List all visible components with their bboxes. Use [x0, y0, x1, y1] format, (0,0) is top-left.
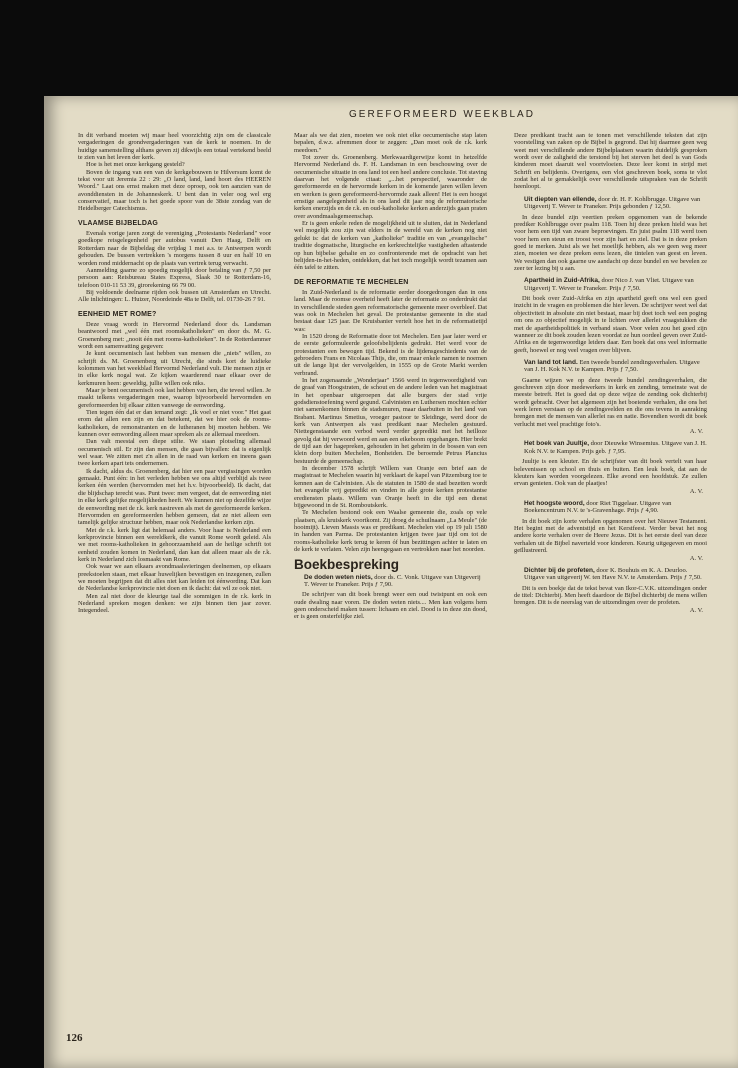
book-title: Het boek van Juultje,	[524, 440, 590, 448]
section-heading: VLAAMSE BIJBELDAG	[78, 219, 159, 227]
paragraph: Ook waar we aan elkaars avondmaalsvieringen deelnemen, op elkaars preekstoelen staan, met elkaar huwelijken bevestigen en inzegenen, zullen we moeten begrijpen dat dit alles niet kan leiden tot éénwording. Dat kan de Nederlandse kerkprovincie niet doen en ik dacht: dat wil ze ook niet.	[78, 563, 271, 593]
paragraph: In dit boek zijn korte verhalen opgenomen over het Nieuwe Testament. Het begint met de adventstijd en het Kerstfeest. Verder bevat het nog andere korte verhalen over de Heere Jezus. Dit is het eerste deel van deze verhalen uit de Bijbel naverteld voor kinderen. Keurig uitgegeven en mooi geïllustreerd.	[514, 517, 707, 555]
book-title: Uit diepten van ellende,	[524, 195, 597, 203]
magazine-page	[44, 96, 738, 1068]
book-details: Een tweede bundel zendingsverhalen. Uitgave van J. H. Kok N.V. te Kampen. Prijs ƒ 7,50.	[524, 358, 700, 374]
paragraph: Maar als we dat zien, moeten we ook niet elke oecumenische stap laten bepalen, d.w.z. afremmen door te zeggen: „Dan moet ook de r.k. kerk meedoen."	[294, 132, 487, 154]
paragraph: In december 1578 schrijft Willem van Oranje een brief aan de magistraat te Mechelen waarin hij verklaart de kapel van Pitzemburg toe te kennen aan de Calvinisten. Als de statuten in 1580 de stad bezetten wordt het evangelie vrij gepredikt en vinden in alle grote kerken protestantse erediensten plaats. Willem van Oranje heeft in die tijd een dienst bijgewoond in de St. Romboutskerk.	[294, 465, 487, 509]
paragraph: Je kunt oecumenisch last hebben van mensen die „niets" willen, zo schrijft ds. M. Groenenberg uit Utrecht, die sinds kort de luidieke kolommen van het weekblad Hervormd Nederland vult. Die mensen zijn er in elke kerk nogal wat. Ze kijken waarderend naar elkaar over de kerkmuren heen: geweldig, jullie willen ook niks.	[78, 350, 271, 387]
book-review-entry	[524, 359, 707, 374]
paragraph: Hoe is het met onze kerkgang gesteld?	[86, 161, 185, 169]
book-review-heading: Boekbespreking	[294, 557, 400, 573]
column-right	[514, 132, 707, 992]
book-review-entry	[524, 440, 707, 455]
paragraph: Dit is een boekje dat de tekst bevat van Ikor-C.V.K. uitzendingen onder de titel: Dichterbij. Men heeft daardoor de Bijbel dichterbij de mens willen brengen. Dit is de neerslag van de uitzendingen over de profeten.	[514, 584, 707, 607]
paragraph: Gaarne wijzen we op deze tweede bundel zendingsverhalen, die geschreven zijn door medewerkers in kerk en zending, temeinste wat de meeste betreft. Het is goed dat op deze wijze de zending ook dichterbij wordt gebracht. Over het algemeen zijn het boeiende verhalen, die ons het werk leren verstaan op de zendingsvelden en die ons tevens in aanraking brengen met de mensen van allerlei ras en natie. Bovendien wordt dit boek verlucht met veel prachtige foto's.	[514, 376, 707, 428]
book-details: door Nico J. van Vliet. Uitgave van Uitgeverij T. Wever te Franeker. Prijs ƒ 7,50.	[524, 277, 694, 292]
paragraph: In deze bundel zijn veertien preken opgenomen van de bekende prediker Kohlbrugge over psalm 118. Toen hij deze preken hield was het voor hem een tijd van zware beproevingen. En juist psalm 118 werd toen voor hem een steun en troost voor zijn hart en ziel. Dat is in deze preken goed te merken. Juist als we het moeilijk hebben, als we geen weg meer zien, moeten we deze preken eens lezen, die tintelen van geest en leven. We vestigen dan ook gaarne uw aandacht op deze bundel en we bevelen ze zeer ter lezing bij u aan.	[514, 213, 707, 272]
book-title: Het hoogste woord,	[524, 499, 585, 507]
book-review-entry	[524, 500, 707, 515]
book-details: door Dieuwke Winsemius. Uitgave van J. H. Kok N.V. te Kampen. Prijs geb. ƒ 7,95.	[524, 440, 707, 455]
paragraph: Te Mechelen bestond ook een Waalse gemeente die, zoals op vele plaatsen, als kruiskerk voortkomt. Zij droeg de schuilnaam „La Meule" (de hooimijt). Lieven Massis was er predikant. Mechelen viel op 19 juli 1580 in handen van Parma. De protestanten krijgen twee jaar tijd om tot de rooms-katholieke kerk terug te keren óf hun bezittingen achter te laten en de kerk te verlaten. Velen zijn heengegaan en vertrokken naar het noorden.	[294, 509, 487, 553]
page-header: GEREFORMEERD WEEKBLAD	[349, 109, 535, 120]
book-details: door K. Bouhuis en K. A. Deurloo. Uitgave van uitgeverij W. ten Have N.V. te Amsterdam. Prijs ƒ 7,50.	[524, 566, 702, 582]
paragraph: In 1520 drong de Reformatie door tot Mechelen. Een jaar later werd er de eerste geformuleerde geloofsbelijdenis gedrukt. Het werd voor de protestanten een bewogen tijd. Bekend is de lijdensgeschiedenis van de gebroeders Frans en Nicolaas Thijs, die, om maar enkele namen te noemen uit de lange lijst der vervolgelden, in 1555 op de Grote Markt werden verbrand.	[294, 332, 487, 377]
paragraph: Maar je bent oecumenisch ook last hebben van hen, die teveel willen. Je maakt telkens vergaderingen mee, waarop bijvoorbeeld hervormden en gereformeerden bij elkaar zitten vanwege de eenwording.	[78, 387, 271, 409]
reviewer-initials: A. V.	[689, 606, 703, 614]
paragraph: Ik dacht, aldus ds. Groenenberg, dat hier een paar vergissingen worden gemaakt. Punt één: in het verleden hebben we ons altijd verblijd als twee kerken één werden (hervormden met het h.v. bijvoorbeeld). Ik dacht, dat die blijdschap terecht was. Punt twee: men vergeet, dat de eenwording niet in elke kerk gelijke mogelijkheden heeft. We kunnen niet op dezelfde wijze de eenwording met de r.k. kerk nastreven als met de gereformeerde kerken. Hervormden en gereformeerden hebben gemeen, dat ze niet alleen een tamelijk gelijke structuur hebben, maar ook Nederlandse kerken zijn.	[78, 467, 271, 527]
book-title: Dichter bij de profeten,	[524, 566, 595, 574]
paragraph: Deze vraag wordt in Hervormd Nederland door ds. Landsman beantwoord met „wel één met roomskatholieken" en door ds. M. G. Groenenberg met: „nooit één met rooms-katholieken". In de Rotterdammer wordt een samenvatting gegeven:	[78, 320, 271, 350]
book-review-entry	[304, 574, 487, 589]
page-number: 126	[66, 1032, 83, 1044]
book-review-entry	[524, 277, 707, 292]
paragraph: Er is geen enkele reden de mogelijkheid uit te sluiten, dat in Nederland wel mogelijk zou zijn wat elders in de wereld van de kerken nog niet gelukt is: dat de kerken van „katholieke" traditie en van „evangelische" traditie dogmatische, liturgische en kerkrechtelijke vastigheden aftastende op hun bijbelse gehalte en zo confronterende met de opdracht van het belijden-in-het-heden, ontdekken, dat het toch mogelijk wordt tezamen aan één tafel te zitten.	[294, 220, 487, 272]
reviewer-initials: A. V.	[689, 428, 703, 436]
paragraph: Boven de ingang van een van de kerkgebouwen te Hilversum komt de tekst voor uit Jeremia 22 : 29: „O land, land, land hoort des HEEREN Woord." Laat ons ernst maken met deze oproep, ook ten aanzien van de avonddiensten in de Johanneskerk. U bent dan in veler oog wel erg conservatief, maar toch is het goede spoor van de 38ste zondag van de Heidelberger Catechismus.	[78, 168, 271, 213]
column-left	[78, 132, 271, 1022]
paragraph: Bij voldoende deelname rijden ook bussen uit Amsterdam en Utrecht. Alle inlichtingen: L. Huizer, Noordeinde 48a te Delft, tel. 01730-26 7 91.	[78, 288, 271, 304]
paragraph: Dan valt meestal een diepe stilte. We staan plotseling allemaal oecumenisch stil. Er zijn dan mensen, die gaan bijvallen: dat is eigenlijk wel waar. We zitten met z'n allen in de raad van kerken en ineens gaan twee kerken apart tets ondernemen.	[78, 438, 271, 468]
book-title: De doden weten niets,	[304, 573, 373, 581]
book-details: door dr. H. F. Kohlbrugge. Uitgave van Uitgeverij T. Wever te Franeker. Prijs gebonden ƒ 12,50.	[524, 195, 701, 211]
reviewer-initials: A. V.	[689, 554, 703, 562]
book-review-entry	[524, 567, 707, 582]
paragraph: Evenals vorige jaren zorgt de vereniging „Protestants Nederland" voor goedkope reisgelegenheid per autobus vanuit Den Haag, Delft en Rotterdam naar de Bijbeldag die vrijdag 1 mei a.s. te Antwerpen wordt gehouden. De bussen vertrekken 's morgens tussen 8 uur en half 10 en worden rond middernacht op de plaats van vertrek terug verwacht.	[78, 230, 271, 267]
paragraph: In het zogenaamde „Wonderjaar" 1566 werd in tegenwoordigheid van de graaf van Hoogstraten, de schout en de andere leden van het magistraat in het openbaar uitgeroepen dat alle burgers der stad vrije godsdienstoefening werd gegund. Calvinisten en Luthersen mochten echter niet samenkomen binnen de stadsmuren, maar daarbuiten in het land van Brabant. Martinus Smetius, vroeger pastoor te Sleidinge, werd door de kerk van Antwerpen als vast predikant naar Mechelen gestuurd. Niettegenstaande een verbod werd verder gepredikt met het heilloze gevolg dat hij verwoord werd en aan een eikeboom opgehangen. Hier brekt de tijd aan der hagepreken, gehouden in het geheim in de bossen van een klein dorp buiten Mechelen, Bonheiden. De beroemde Petrus Plancius bestuurde de gemeenschap.	[294, 377, 487, 465]
paragraph: Tien tegen één dat er dan iemand zegt: „Ik voel er niet voor." Het gaat erom dat allen een zijn en dat betekent, dat we hier ook de rooms-katholieken, de remonstranten en de lutheranen bij moeten hebben. We kunnen over eenwording alleen maar spreken als ze allemaal meedoen.	[78, 409, 271, 439]
book-details: door ds. C. Vonk. Uitgave van Uitgeverij T. Wever te Franeker. Prijs ƒ 7,90.	[304, 573, 481, 588]
section-heading: EENHEID MET ROME?	[78, 310, 157, 318]
book-title: Van land tot land.	[524, 358, 578, 366]
paragraph: In Zuid-Nederland is de reformatie eerder doorgedrongen dan in ons land. Maar de roomse overheid heeft later de reformatie zo onderdrukt dat in verschillende steden geen reformatorische gemeente meer overbleef. Dat was ook in Mechelen het geval. De protestantse gemeente in die stad bestaat daar 125 jaar. De Kruisbanier vertelt hoe het in de reformatietijd was:	[294, 288, 487, 333]
book-details: door Riet Tiggelaar. Uitgave van Boekencentrum N.V. te 's-Gravenhage. Prijs ƒ 4,90.	[524, 499, 672, 515]
book-review-entry	[524, 196, 707, 211]
paragraph: In dit verband moeten wij maar heel voorzichtig zijn om de classicale vergaderingen de grondvergaderingen van de kerk te noemen. In de huidige samenstelling althans geven zij dikwijls een totaal vertekend beeld te zien van het leven der kerk.	[78, 132, 271, 162]
paragraph: Deze predikant tracht aan te tonen met verschillende teksten dat zijn voorstelling van zaken op de Bijbel is gegrond. Dat hij daarmee geen weg weet met verschillende andere Bijbelplaatsen waarin duidelijk gesproken wordt over de zaligheid die terstond bij het sterven het deel is van Gods kinderen moet daaruit wel voortvloeien. Deze leer komt in strijd met Schrift en belijdenis. Overigens, een vlot geschreven boek, soms te vlot zodat het al te gemakkelijk over verschillende uitspraken van de Schrift heenloopt.	[514, 132, 707, 191]
paragraph: Aanmelding gaarne zo spoedig mogelijk door betaling van ƒ 7,50 per persoon aan: Reisbureau States Express, Slaak 30 te Rotterdam-16, telefoon 010-11 53 39, girorekening 66 79 00.	[78, 266, 271, 289]
paragraph: Met de r.k. kerk ligt dat helemaal anders. Voor haar is Nederland een kerkprovincie binnen een wereldkerk, die vanuit Rome wordt geleid. Als we met rooms-katholieken in gehoorzaamheid aan de heilige schrift tot eenheid zouden komen in Nederland, dan kan dat alleen maar als de r.k. kerk in Nederland zich losmaakt van Rome.	[78, 526, 271, 563]
book-title: Apartheid in Zuid-Afrika,	[524, 277, 600, 285]
paragraph: De schrijver van dit boek brengt weer een oud twistpunt en ook een oude dwaling naar voren. De doden weten niets.... Men kan volgens hem geen onderscheid maken tussen: lichaam en ziel. Dood is in deze zin dood, er is geen onsterfelijke ziel.	[294, 591, 487, 621]
paragraph: Juultje is een kleuter. En de schrijfster van dit boek vertelt van haar belevenissen op school en thuis en buiten. Een leuk boek, dat aan de kleuters kan worden voorgelezen. Elke avond een hoofdstuk. Ze zullen ervan genieten. Ook van de plaatjes!	[514, 458, 707, 488]
reviewer-initials: A. V.	[689, 487, 703, 495]
section-heading: DE REFORMATIE TE MECHELEN	[294, 278, 409, 286]
paragraph: Tot zover ds. Groenenberg. Merkwaardigerwijze komt in hetzelfde Hervormd Nederland ds. F. H. Landsman in een beschouwing over de oecumenische situatie in ons land tot een heel andere conclusie. Tot staving daarvan het volgende citaat: „...het perspectief, waaronder de gereformeerde en de hervormde kerken in de komende jaren willen leven en werken is geen gereformeerd-hervormde zaak alleen! Het is een hoogst ernstige aangelegenheid als in ons land dit jaar nog de reformatorische kerken enerzijds en de r.k. en oud-katholieke kerken anderzijds gaan praten over avondmaalsgemeenschap.	[294, 154, 487, 220]
paragraph: Men zal niet door de kleurige taal die sommigen in de r.k. kerk in Nederland spreken mogen denken: we zijn binnen tien jaar zover. Integendeel.	[78, 592, 271, 615]
paragraph: Dit boek over Zuid-Afrika en zijn apartheid geeft ons wel een goed inzicht in de vragen en problemen die hier leven. De schrijver weet wel dat objectiviteit in absolute zin niet bestaat, maar bij doet toch wel een poging om ons zo objectief mogelijk in te lichten over allerlei vraagstukken die met de apartheidspolitiek in verband staan. Voor velen zou het goed zijn wanneer ze dit boek zouden lezen voordat ze hun oordeel geven over Zuid-Afrika en de tegenwoordige leiders daar. Een boek dat ons veel informatie geeft, hoewel er nog veel vragen over blijven.	[514, 295, 707, 354]
column-middle	[294, 132, 487, 994]
